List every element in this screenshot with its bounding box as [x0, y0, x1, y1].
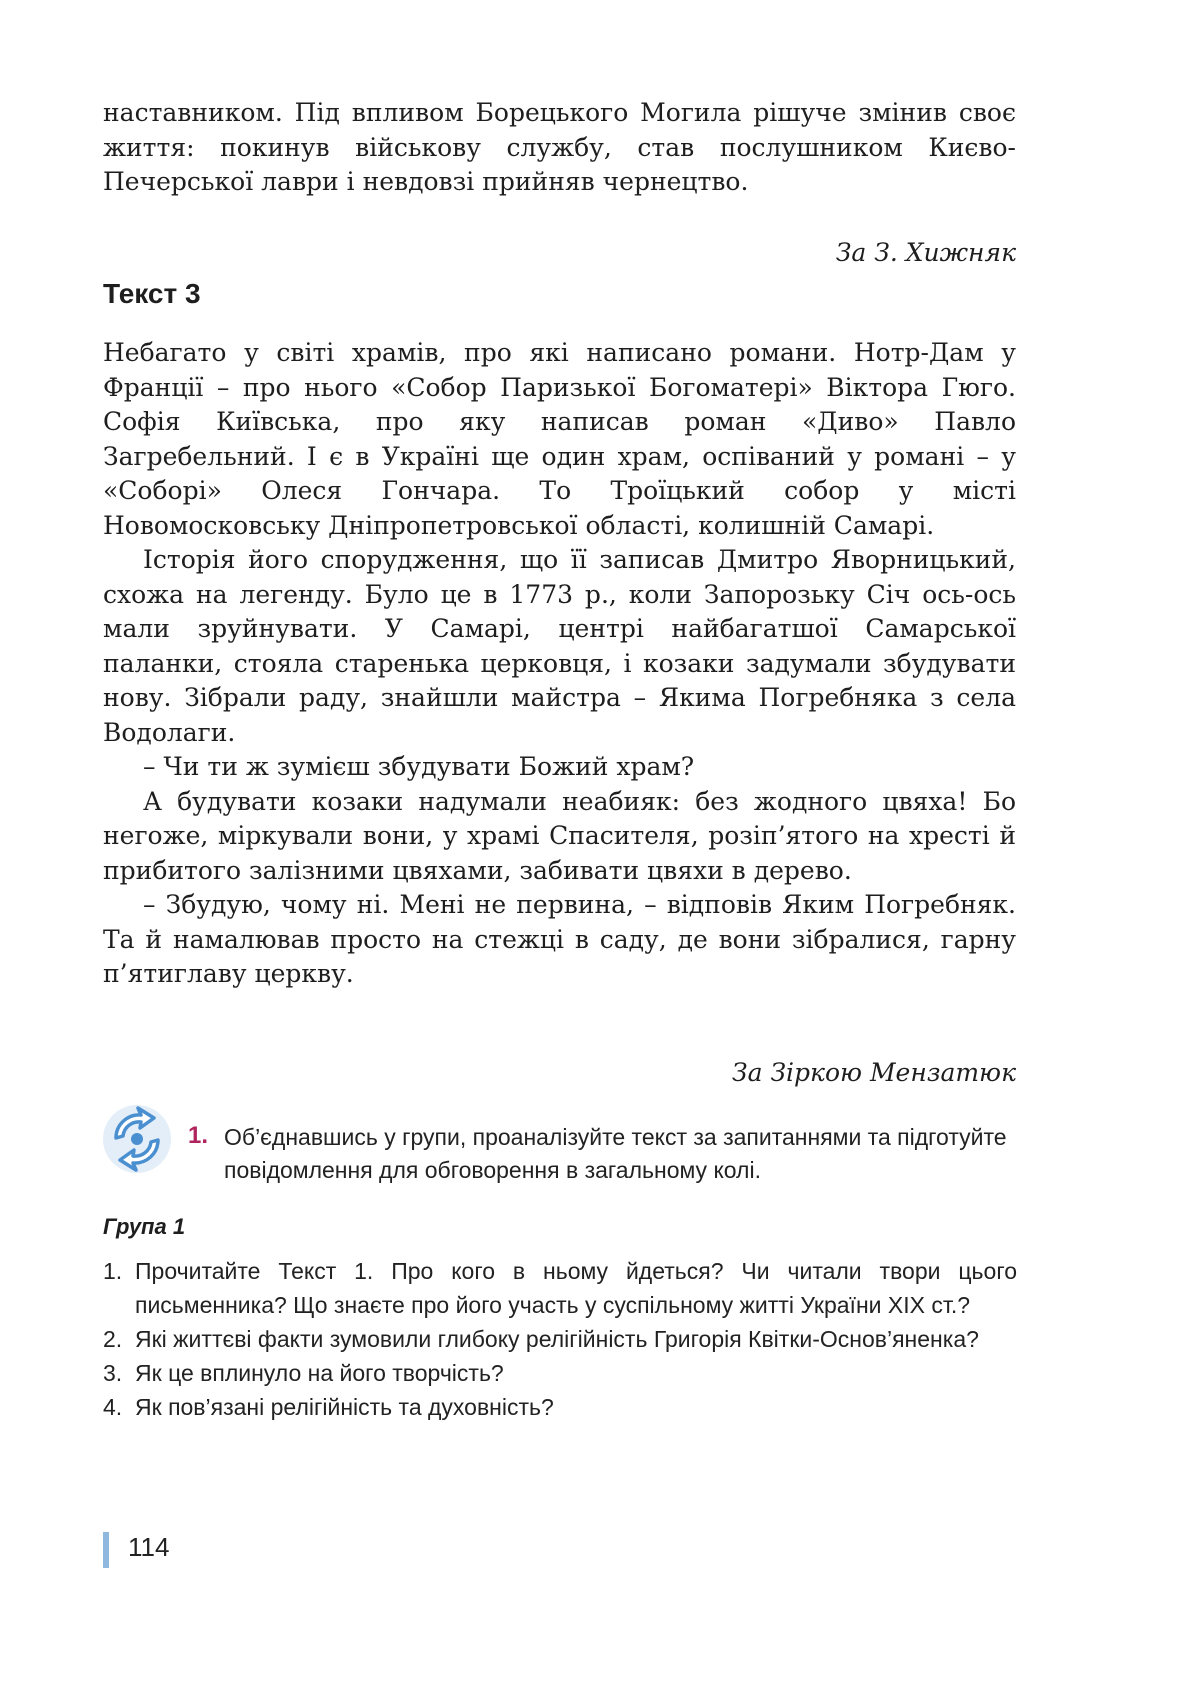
text3-body: [103, 336, 1016, 992]
question-item: [103, 1356, 1017, 1390]
task-number: 1.: [188, 1122, 209, 1149]
text3-paragraph-3: А будувати козаки надумали неабияк: без жодного цвяха! Бо негоже, міркували вони, у храмі Спасителя, розіп’ятого на хресті й прибитого залізними цвяхами, забивати цвяхи в дерево.: [103, 786, 1016, 885]
question-text: Прочитайте Текст 1. Про кого в ньому йдеться? Чи читали твори цього письменника? Що знаєте про його участь у суспільному житті України ХІХ ст.?: [135, 1258, 1017, 1318]
question-number: 4.: [103, 1394, 123, 1420]
question-number: 3.: [103, 1360, 123, 1386]
page-marker-bar: [103, 1532, 109, 1568]
text3-dialogue-1: – Чи ти ж зумієш збудувати Божий храм?: [143, 752, 695, 781]
question-item: [103, 1322, 1017, 1356]
text2-author: За З. Хижняк: [835, 238, 1016, 267]
question-item: [103, 1254, 1017, 1322]
text3-heading: Текст 3: [103, 278, 201, 309]
question-list: [103, 1254, 1017, 1424]
text3-dialogue-2: – Збудую, чому ні. Мені не первина, – відповів Яким Погребняк. Та й намалював просто на стежці в саду, де вони зібралися, гарну п’ятиглаву церкву.: [103, 890, 1016, 988]
text2-ending: [103, 96, 1016, 200]
question-text: Як пов’язані релігійність та духовність?: [135, 1394, 554, 1420]
question-text: Як це вплинуло на його творчість?: [135, 1360, 504, 1386]
group-work-icon: [100, 1102, 174, 1176]
page-number: 114: [128, 1532, 170, 1562]
text3-paragraph-1: Небагато у світі храмів, про які написано романи. Нотр-Дам у Франції – про нього «Собор Паризької Богоматері» Віктора Гюго. Софія Київська, про яку написав роман «Диво» Павло Загребельний. І є в Україні ще один храм, оспіваний у романі – у «Соборі» Олеся Гончара. То Троїцький собор у місті Новомосковську Дніпропетровської області, колишній Самарі.: [103, 338, 1016, 540]
group-title: Група 1: [103, 1214, 186, 1239]
text2-paragraph: наставником. Під впливом Борецького Могила рішуче змінив своє життя: покинув військову службу, став послушником Києво-Печерської лаври і невдовзі прийняв чернецтво.: [103, 98, 1016, 196]
text3-author: За Зіркою Мензатюк: [732, 1058, 1016, 1087]
question-text: Які життєві факти зумовили глибоку релігійність Григорія Квітки-Основ’яненка?: [135, 1326, 979, 1352]
question-item: [103, 1390, 1017, 1424]
text3-paragraph-2: Історія його спорудження, що її записав Дмитро Яворницький, схожа на легенду. Було це в 1773 р., коли Запорозьку Січ ось-ось мали зруйнувати. У Самарі, центрі найбагатшої Самарської паланки, стояла старенька церковця, і козаки задумали збудувати нову. Зібрали раду, знайшли майстра – Якима Погребняка з села Водолаги.: [103, 545, 1016, 747]
task-text: Об’єднавшись у групи, проаналізуйте текст за запитаннями та підготуйте повідомлення для обговорення в загальному колі.: [224, 1124, 1007, 1183]
question-number: 1.: [103, 1258, 123, 1284]
question-number: 2.: [103, 1326, 123, 1352]
